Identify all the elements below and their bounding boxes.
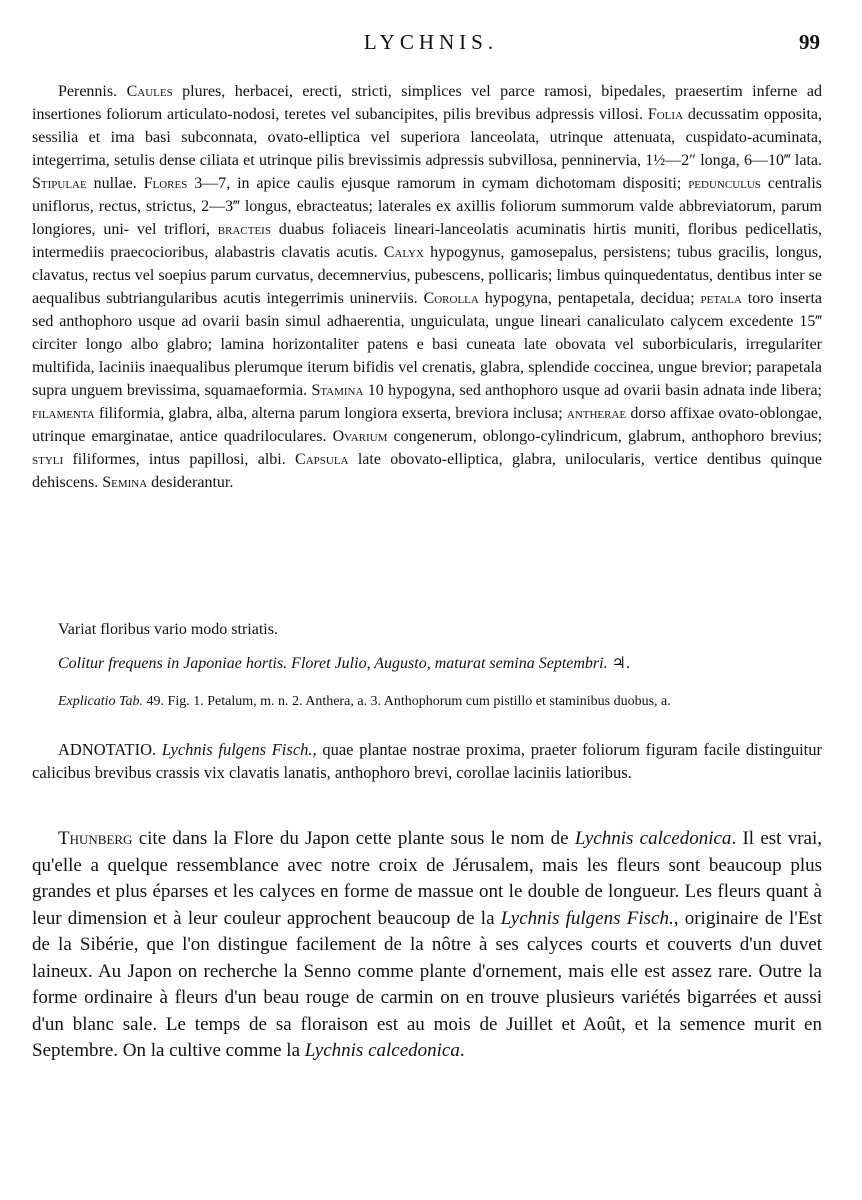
text-run: centralis uniflorus, rectus, strictus, 2—3‴ longus, ebracteatus; laterales ex axillis foliorum summorum valde abbreviatorum, parum longiores, uni- vel triflori, — [32, 175, 822, 238]
term-calyx: Calyx — [383, 244, 424, 261]
plate-explanation — [32, 692, 822, 712]
species-name: Lychnis calcedonica — [574, 828, 732, 849]
text-run: filiformia, glabra, alba, alterna parum longiora exserta, breviora inclusa; — [94, 405, 567, 422]
term-caules: Caules — [126, 83, 173, 100]
cultivation-paragraph — [32, 652, 822, 675]
species-description — [32, 80, 822, 494]
text-run: desiderantur. — [147, 474, 234, 491]
explicatio-label: Explicatio Tab. — [58, 694, 144, 709]
text-run: duabus foliaceis lineari-lanceolatis acuminatis hirtis muniti, floribus pedicellatis, intermediis praecocioribus, alabastris clavatis acutis. — [32, 221, 822, 261]
term-ovarium: Ovarium — [332, 428, 388, 445]
explicatio-paragraph — [32, 692, 822, 712]
adnotatio-section — [32, 738, 822, 784]
cultivation-note — [32, 652, 822, 675]
adnotatio-label: ADNOTATIO. — [58, 740, 157, 759]
text-run: hypogynus, gamosepalus, persistens; tubus gracilis, longus, clavatus, rectus vel soepius parum curvatus, decemnervius, pubescens, pollicaris; limbus quinquedentatus, dentibus inter se aequalibus subtriangularibus acutis integerrimis uninerviis. — [32, 244, 822, 307]
text-run: 3—7, in apice caulis ejusque ramorum in cymam dichotomam dispositi; — [187, 175, 689, 192]
term-semina: Semina — [102, 474, 148, 491]
text-run: decussatim opposita, sessilia et ima basi subconnata, ovato-elliptica vel superiora lanceolata, utrinque attenuata, cuspidato-acuminata, integerrima, setulis dense ciliata et utrinque pilis brevissimis adpressis subvillosa, penninervia, 1½—2″ longa, 6—10‴ lata. — [32, 106, 823, 169]
term-antherae: antherae — [566, 405, 627, 422]
term-folia: Folia — [647, 106, 684, 123]
text-run: filiformes, intus papillosi, albi. — [63, 451, 296, 468]
text-run: . Il est vrai, qu'elle a quelque ressemblance avec notre croix de Jérusalem, mais les fleurs sont beaucoup plus grandes et plus éparses et les calyces en forme de massue ont le double de longueur. Les fleurs quant à leur dimension et à leur couleur approchent beaucoup de la — [32, 828, 822, 929]
text-run: hypogyna, pentapetala, decidua; — [478, 290, 701, 307]
text-run: . — [459, 1040, 465, 1061]
species-name: Lychnis fulgens Fisch. — [161, 740, 313, 759]
text-run: , originaire de l'Est de la Sibérie, que l'on distingue facilement de la nôtre à ses calyces courts et couverts d'un duvet laineux. Au Japon on recherche la Senno comme plante d'ornement, mais elle est assez rare. Outre la forme ordinaire à fleurs d'un beau rouge de carmin on en trouve plusieurs variétés bigarrées et aussi d'un blanc sale. Le temps de sa floraison est au mois de Juillet et Août, et la semence murit en Septembre. On la cultive comme la — [32, 907, 822, 1061]
variation-text: Variat floribus vario modo striatis. — [58, 621, 278, 638]
term-stipulae: Stipulae — [32, 175, 87, 192]
text-run: nullae. — [86, 175, 144, 192]
text-run: cite dans la Flore du Japon cette plante sous le nom de — [132, 828, 575, 849]
term-pedunculus: pedunculus — [688, 175, 761, 192]
species-name: Lychnis calcedonica — [304, 1040, 460, 1061]
text-run: plures, herbacei, erecti, stricti, simplices vel parce ramosi, bipedales, praesertim inferne ad insertiones foliorum articulato-nodosi, teretes vel subancipites, pilis brevibus adpressis villosi. — [32, 83, 822, 123]
term-flores: Flores — [143, 175, 188, 192]
text-run: toro inserta sed anthophoro usque ad ovarii basin simul adhaerentia, unguiculata, ungue lineari canaliculato calycem excedente 15‴ circiter longo albo glabro; lamina horizontaliter patens e basi cuneata late obovata vel suborbicularis, irregulariter multifida, laciniis inaequalibus plerumque iterum bifidis vel crenatis, glabra, splendide coccinea, ungue brevior; parapetala supra unguem brevissima, squamaeformia. — [32, 290, 823, 399]
perennial-symbol: ♃. — [611, 655, 630, 672]
adnotatio-paragraph — [32, 738, 822, 784]
term-stamina: Stamina — [311, 382, 364, 399]
species-name: Lychnis fulgens Fisch. — [500, 907, 674, 929]
term-styli: styli — [32, 451, 64, 468]
page-header — [0, 30, 862, 60]
adnotatio-text: , quae plantae nostrae proxima, praeter foliorum figuram facile distinguitur calicibus brevibus crassis vix clavatis lanatis, anthophoro brevi, corollae laciniis latioribus. — [32, 740, 822, 782]
french-commentary — [32, 826, 822, 1065]
text-run: dorso affixae ovato-oblongae, utrinque emarginatae, antice quadriloculares. — [32, 405, 823, 445]
term-bracteis: bracteis — [217, 221, 271, 238]
term-petala: petala — [700, 290, 742, 307]
text-run: late obovato-elliptica, glabra, unilocularis, vertice dentibus quinque dehiscens. — [32, 451, 822, 491]
text-run: congenerum, oblongo-cylindricum, glabrum, anthophoro brevius; — [387, 428, 822, 445]
text-run: 10 hypogyna, sed anthophoro usque ad ovarii basin adnata inde libera; — [363, 382, 822, 399]
term-capsula: Capsula — [295, 451, 349, 468]
text-run: Perennis. — [58, 83, 127, 100]
cultivation-text: Colitur frequens in Japoniae hortis. Floret Julio, Augusto, maturat semina Septembri. — [58, 655, 608, 672]
french-paragraph — [32, 826, 822, 1065]
page-number: 99 — [799, 30, 820, 54]
author-name: Thunberg — [58, 828, 133, 849]
running-title: LYCHNIS. — [363, 30, 499, 54]
explicatio-text: 49. Fig. 1. Petalum, m. n. 2. Anthera, a. 3. Anthophorum cum pistillo et staminibus duobus, a. — [143, 694, 671, 709]
variation-note — [32, 618, 822, 641]
description-paragraph — [32, 80, 822, 494]
term-filamenta: filamenta — [32, 405, 95, 422]
term-corolla: Corolla — [423, 290, 479, 307]
